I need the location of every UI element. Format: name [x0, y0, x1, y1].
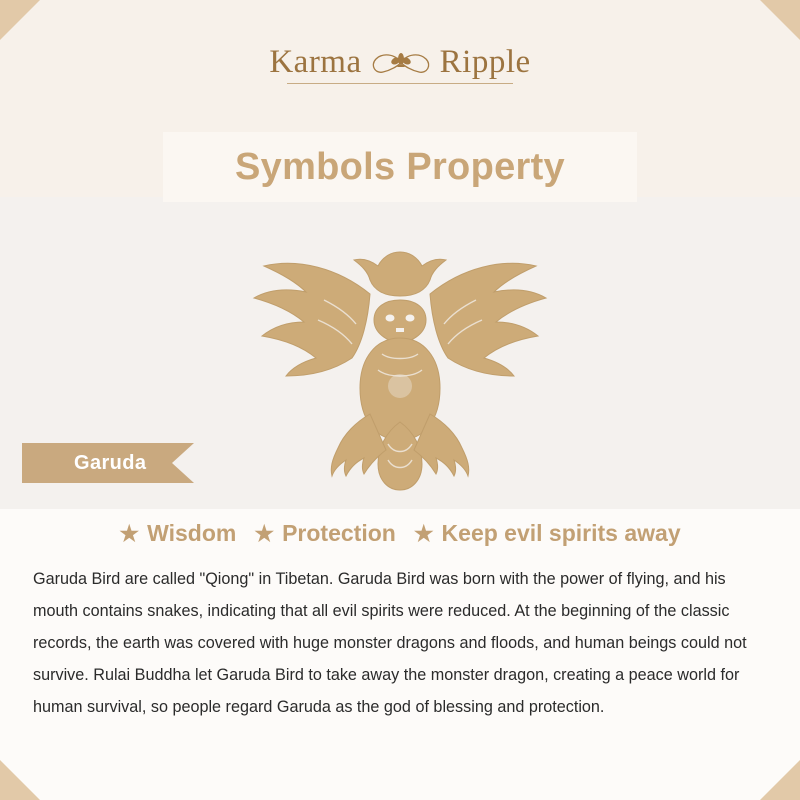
- brand-word-right: Ripple: [439, 44, 531, 80]
- lotus-infinity-icon: [368, 46, 434, 80]
- symbol-name-tag: [22, 443, 194, 483]
- corner-decoration-top-right: [760, 0, 800, 40]
- keyword-item: [414, 520, 681, 547]
- brand-logo: [0, 44, 800, 84]
- corner-decoration-bottom-right: [760, 760, 800, 800]
- title-band: [0, 132, 800, 202]
- keyword-item: [119, 520, 236, 547]
- description-text: Garuda Bird are called "Qiong" in Tibetan. Garuda Bird was born with the power of flying, and his mouth contains snakes, indicating that all evil spirits were reduced. At the beginning of the classic records, the earth was covered with huge monster dragons and floods, and human beings could not survive. Rulai Buddha let Garuda Bird to take away the monster dragon, creating a peace world for human survival, so people regard Garuda as the god of blessing and protection.: [33, 570, 747, 716]
- page-title: Symbols Property: [234, 146, 565, 188]
- symbol-name-tag-arrow: [172, 443, 194, 483]
- brand-logo-inner: [269, 44, 530, 81]
- corner-decoration-bottom-left: [0, 760, 40, 800]
- symbol-name-label: Garuda: [22, 443, 172, 483]
- brand-underline: [287, 83, 513, 84]
- star-icon: ★: [254, 520, 275, 546]
- star-icon: ★: [119, 520, 140, 546]
- keyword-list: [0, 520, 800, 547]
- star-icon: ★: [413, 520, 434, 546]
- keyword-label: Wisdom: [147, 520, 237, 546]
- brand-word-left: Karma: [269, 44, 362, 80]
- keyword-item: [254, 520, 395, 547]
- keyword-label: Protection: [282, 520, 396, 546]
- keyword-label: Keep evil spirits away: [441, 520, 681, 546]
- corner-decoration-top-left: [0, 0, 40, 40]
